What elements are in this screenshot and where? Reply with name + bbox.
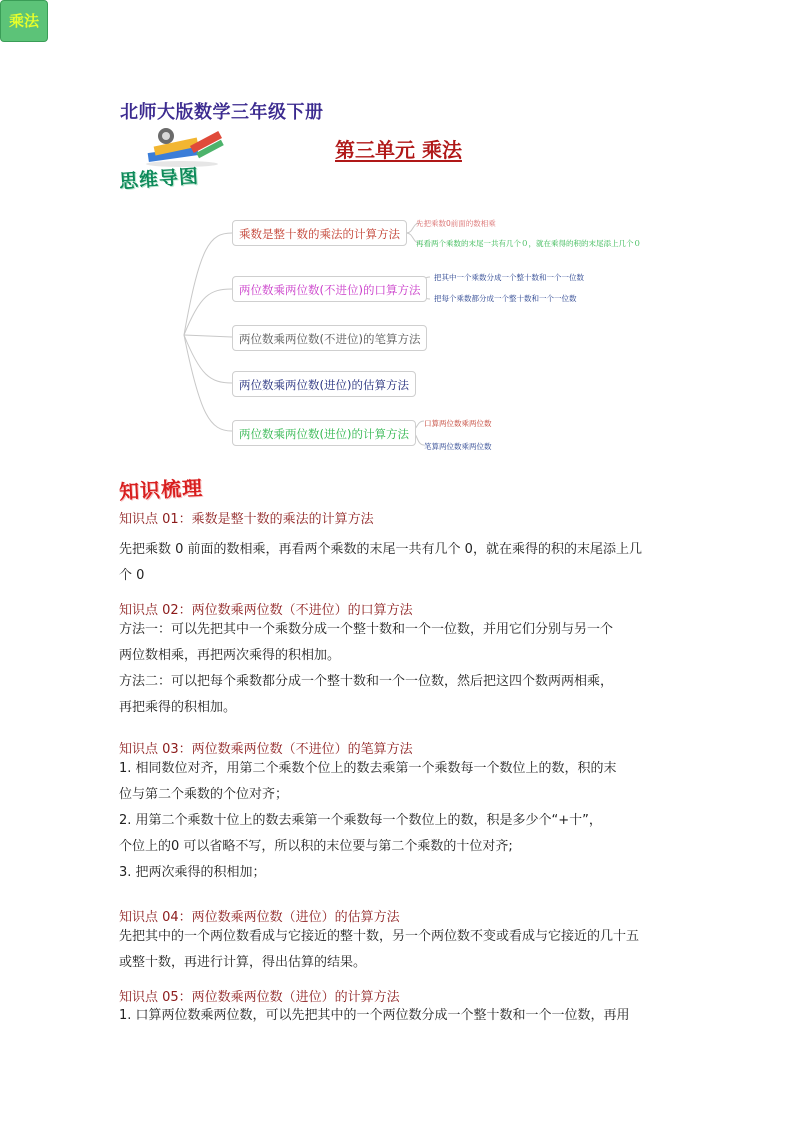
kp1-body — [119, 537, 691, 589]
kp1-line-1: 先把乘数 0 前面的数相乘，再看两个乘数的末尾一共有几个 0，就在乘得的积的末尾添上几 — [119, 542, 642, 557]
branch-4: 两位数乘两位数(进位)的估算方法 — [232, 371, 416, 397]
kp5-line-1: 1. 口算两位数乘两位数，可以先把其中的一个两位数分成一个整十数和一个一位数，再用 — [119, 1008, 630, 1023]
kp5-body — [119, 1003, 691, 1029]
branch-5-leaf-1: 口算两位数乘两位数 — [424, 419, 492, 428]
kp4-title: 知识点 04：两位数乘两位数（进位）的估算方法 — [119, 910, 400, 925]
kp2-line-3: 方法二：可以把每个乘数都分成一个整十数和一个一位数，然后把这四个数两两相乘， — [119, 674, 614, 689]
branch-2: 两位数乘两位数(不进位)的口算方法 — [232, 276, 427, 302]
branch-1-leaf-1: 先把乘数0前面的数相乘 — [416, 219, 496, 228]
branch-5: 两位数乘两位数(进位)的计算方法 — [232, 420, 416, 446]
kp2-line-2: 两位数相乘，再把两次乘得的积相加。 — [119, 648, 341, 663]
book-title: 北师大版数学三年级下册 — [120, 102, 324, 123]
kp2-line-1: 方法一：可以先把其中一个乘数分成一个整十数和一个一位数，并用它们分别与另一个 — [119, 622, 614, 637]
unit-title: 第三单元 乘法 — [335, 138, 462, 162]
kp3-line-4: 个位上的0 可以省略不写，所以积的末位要与第二个乘数的十位对齐; — [119, 839, 513, 854]
kp3-line-2: 位与第二个乘数的个位对齐； — [119, 787, 289, 802]
branch-1-leaf-2: 再看两个乘数的末尾一共有几个０，就在乘得的积的末尾添上几个０ — [416, 239, 641, 248]
mindmap-heading: 思维导图 — [118, 165, 200, 193]
kp3-line-5: 3. 把两次乘得的积相加； — [119, 865, 266, 880]
kp2-line-4: 再把乘得的积相加。 — [119, 700, 237, 715]
kp1-line-2: 个 0 — [119, 568, 145, 583]
branch-5-leaf-2: 笔算两位数乘两位数 — [424, 442, 492, 451]
kp1-title: 知识点 01：乘数是整十数的乘法的计算方法 — [119, 512, 374, 527]
kp3-line-3: 2. 用第二个乘数十位上的数去乘第一个乘数每一个数位上的数，积是多少个“+十”， — [119, 813, 602, 828]
kp4-line-1: 先把其中的一个两位数看成与它接近的整十数，另一个两位数不变或看成与它接近的几十五 — [119, 929, 640, 944]
kp3-line-1: 1. 相同数位对齐，用第二个乘数个位上的数去乘第一个乘数每一个数位上的数，积的末 — [119, 761, 617, 776]
kp4-body — [119, 924, 691, 976]
kp2-body — [119, 617, 691, 721]
kp3-title: 知识点 03：两位数乘两位数（不进位）的笔算方法 — [119, 742, 413, 757]
kp4-line-2: 或整十数，再进行计算，得出估算的结果。 — [119, 955, 367, 970]
branch-3: 两位数乘两位数(不进位)的笔算方法 — [232, 325, 427, 351]
knowledge-heading: 知识梳理 — [118, 475, 204, 504]
branch-1: 乘数是整十数的乘法的计算方法 — [232, 220, 407, 246]
branch-2-leaf-2: 把每个乘数都分成一个整十数和一个一位数 — [434, 294, 577, 303]
kp5-title: 知识点 05：两位数乘两位数（进位）的计算方法 — [119, 990, 400, 1005]
mindmap-root: 乘法 — [0, 0, 48, 42]
branch-2-leaf-1: 把其中一个乘数分成一个整十数和一个一位数 — [434, 273, 584, 282]
kp2-title: 知识点 02：两位数乘两位数（不进位）的口算方法 — [119, 603, 413, 618]
kp3-body — [119, 756, 691, 886]
